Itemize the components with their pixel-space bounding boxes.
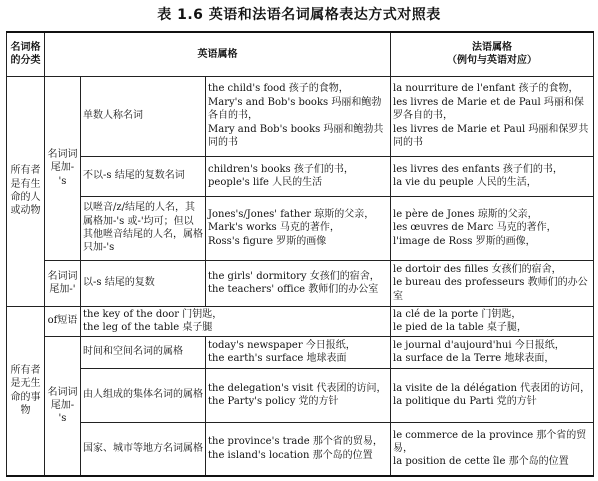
example-line: la politique du Parti 党的方针 (393, 396, 537, 407)
example-line: le père de Jones 琼斯的父亲， (393, 208, 538, 220)
example-line: people's life 人民的生活 (208, 177, 323, 188)
french-example (391, 336, 594, 368)
english-example (206, 336, 391, 368)
example-line: Jones's/Jones' father 琼斯的父亲， (208, 208, 375, 220)
example-line: l'image de Ross 罗斯的画像， (393, 235, 536, 247)
example-line: the delegation's visit 代表团的访问， (208, 382, 387, 394)
example-line: le commerce de la province 那个省的贸易， (393, 429, 587, 455)
example-line: les livres des enfants 孩子们的书， (393, 163, 563, 175)
table-row (7, 196, 594, 260)
english-example (206, 76, 391, 156)
table-row (7, 368, 594, 422)
row-desc: 以-s 结尾的复数 (81, 260, 206, 306)
english-example (206, 260, 391, 306)
english-example (206, 196, 391, 260)
example-line: children's books 孩子们的书， (208, 163, 354, 175)
header-row (7, 32, 594, 76)
example-line: les œuvres de Marc 马克的著作， (393, 222, 557, 234)
example-line: the province's trade 那个省的贸易， (208, 436, 383, 448)
example-line: the earth's surface 地球表面 (208, 353, 347, 364)
example-line: la surface de la Terre 地球表面， (393, 353, 555, 364)
table-row (7, 76, 594, 156)
example-line: la vie du peuple 人民的生活， (393, 177, 537, 188)
example-line: today's newspaper 今日报纸， (208, 339, 356, 351)
example-line: the child's food 孩子的食物， (208, 83, 349, 95)
example-line: la clé de la porte 门钥匙， (393, 308, 522, 320)
group-animate: 所有者是有生命的人或动物 (7, 76, 45, 306)
french-example (391, 156, 594, 196)
marker-apostrophe-suffix: 名词词尾加-' (45, 260, 81, 306)
table-row (7, 306, 594, 336)
group-inanimate: 所有者是无生命的事物 (7, 306, 45, 476)
marker-s-suffix: 名词词尾加-'s (45, 336, 81, 476)
row-desc: 时间和空间名词的属格 (81, 336, 206, 368)
table-title: 表 1.6 英语和法语名词属格表达方式对照表 (157, 7, 441, 23)
example-line: Mary's and Bob's books 玛丽和鲍勃各自的书， (208, 96, 382, 122)
table-row (7, 336, 594, 368)
french-example (391, 260, 594, 306)
example-line: les livres de Marie et de Paul 玛丽和保罗各自的书， (393, 96, 584, 122)
english-example (206, 368, 391, 422)
example-line: Ross's figure 罗斯的画像 (208, 235, 327, 247)
row-desc: 单数人称名词 (81, 76, 206, 156)
example-line: les livres de Marie et Paul 玛丽和保罗共同的书 (393, 123, 589, 149)
english-example (206, 422, 391, 476)
marker-s-suffix: 名词词尾加-'s (45, 76, 81, 260)
example-line: Mary and Bob's books 玛丽和鲍勃共同的书 (208, 123, 384, 149)
french-example (391, 306, 594, 336)
example-line: the leg of the table 桌子腿 (83, 322, 213, 333)
french-example (391, 196, 594, 260)
header-french-subtitle: （例句与英语对应） (447, 55, 537, 67)
header-french-title: 法语属格 (472, 41, 512, 53)
table-row (7, 422, 594, 476)
example-line: Mark's works 马克的著作， (208, 222, 340, 234)
comparison-table (6, 31, 594, 477)
header-english: 英语属格 (45, 32, 391, 76)
example-line: the girls' dormitory 女孩们的宿舍， (208, 270, 380, 282)
example-line: le bureau des professeurs 教师们的办公室 (393, 277, 588, 302)
example-line: le journal d'aujourd'hui 今日报纸， (393, 339, 565, 351)
row-desc: 国家、城市等地方名词属格 (81, 422, 206, 476)
example-line: the island's location 那个岛的位置 (208, 449, 373, 461)
english-example (206, 156, 391, 196)
example-line: la visite de la délégation 代表团的访问， (393, 382, 591, 394)
marker-of-phrase: of短语 (45, 306, 81, 336)
row-desc: 由人组成的集体名词的属格 (81, 368, 206, 422)
example-line: le pied de la table 桌子腿， (393, 322, 527, 333)
english-example (81, 306, 391, 336)
french-example (391, 76, 594, 156)
table-row (7, 156, 594, 196)
example-line: the teachers' office 教师们的办公室 (208, 284, 379, 295)
example-line: le dortoir des filles 女孩们的宿舍， (393, 263, 562, 275)
example-line: the key of the door 门钥匙， (83, 308, 223, 320)
row-desc: 不以-s 结尾的复数名词 (81, 156, 206, 196)
header-french (391, 32, 594, 76)
french-example (391, 368, 594, 422)
example-line: la position de cette île 那个岛的位置 (393, 456, 569, 468)
header-category: 名词格的分类 (7, 32, 45, 76)
french-example (391, 422, 594, 476)
example-line: the Party's policy 党的方针 (208, 396, 339, 407)
example-line: la nourriture de l'enfant 孩子的食物， (393, 83, 579, 95)
row-desc: 以咝音/z/结尾的人名，其属格加-'s 或-'均可；但以其他咝音结尾的人名，属格只加-'s (81, 196, 206, 260)
table-row (7, 260, 594, 306)
